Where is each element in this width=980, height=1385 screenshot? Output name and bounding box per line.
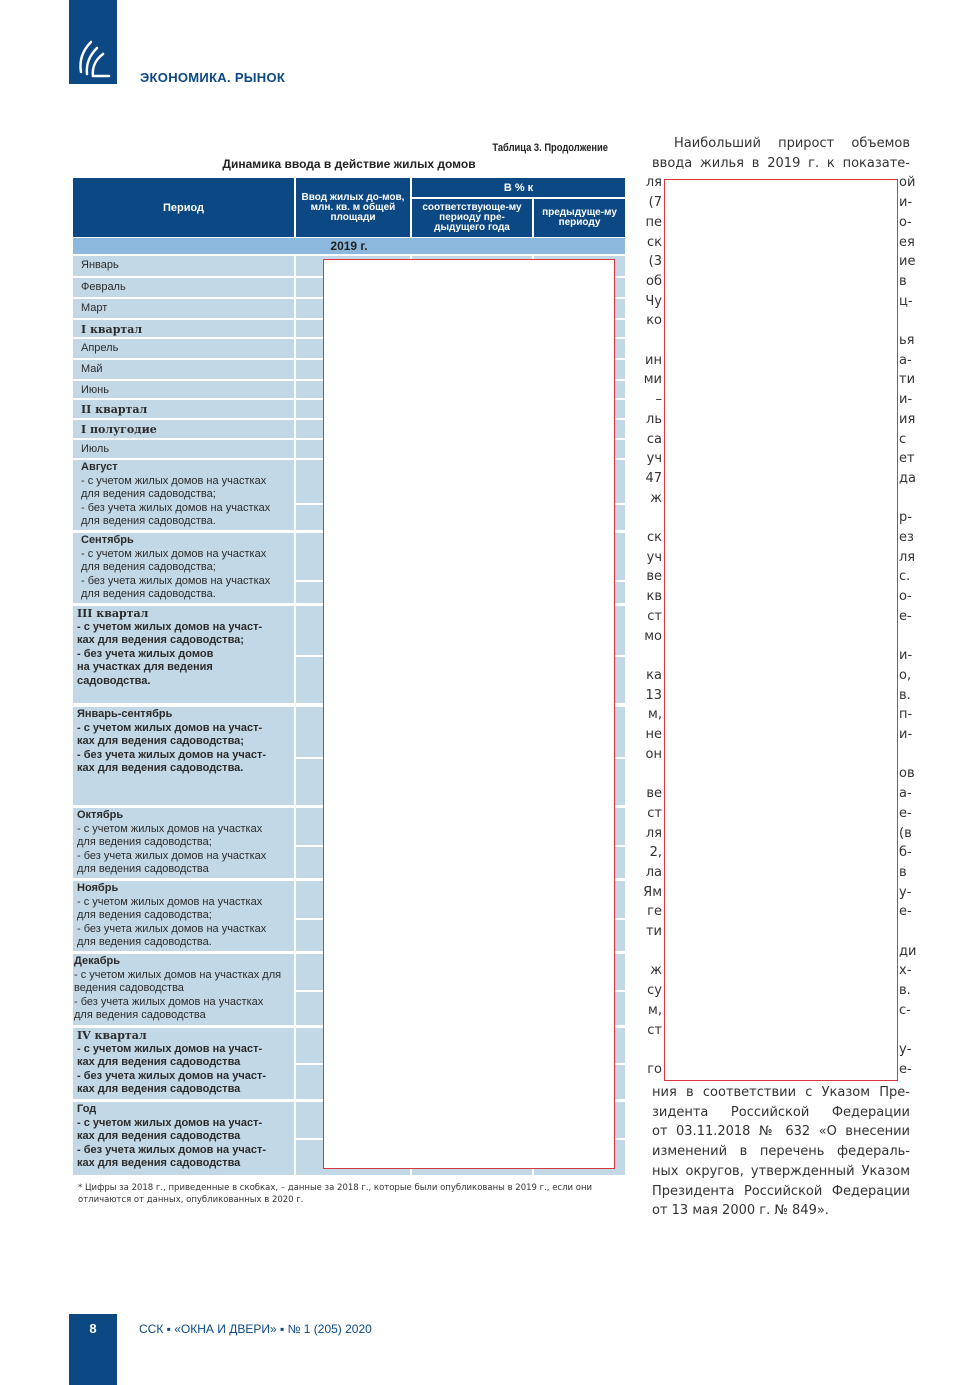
- text-fragment-left: ге: [647, 904, 662, 920]
- text-fragment-right: ья: [899, 333, 915, 348]
- text-fragment-left: ж: [650, 490, 662, 506]
- text-fragment-left: он: [645, 746, 662, 762]
- text-fragment-right: с: [899, 431, 907, 447]
- text-fragment-right: ия: [899, 411, 916, 427]
- row-title: Декабрь: [74, 955, 120, 967]
- row-title: Июнь: [81, 384, 109, 396]
- row-label: [77, 1103, 266, 1171]
- row-title: Ноябрь: [77, 882, 119, 894]
- row-subline: для ведения садоводства;: [77, 836, 212, 849]
- row-label: [77, 809, 266, 877]
- text-fragment-left: су: [647, 983, 662, 999]
- row-subline: на участках для ведения: [77, 661, 213, 674]
- text-fragment-right: с.: [899, 569, 911, 585]
- text-fragment-right: ез: [899, 530, 914, 545]
- row-subline: ках для ведения садоводства: [77, 1130, 241, 1143]
- row-title: Сентябрь: [81, 534, 134, 546]
- row-subline: - с учетом жилых домов на участках для: [74, 968, 282, 981]
- row-title: III квартал: [77, 607, 149, 620]
- row-label: [77, 708, 266, 776]
- text-fragment-left: [620, 1040, 662, 1060]
- row-subline: - с учетом жилых домов на участках: [81, 474, 267, 487]
- row-subline: для ведения садоводства: [77, 863, 209, 876]
- text-line: ных округов, утвержденный Указом: [652, 1163, 910, 1179]
- text-fragment-right: ти: [899, 372, 916, 388]
- row-subline: ведения садоводства: [74, 982, 184, 995]
- text-fragment-right: и-: [899, 727, 913, 742]
- text-fragment-left: [620, 508, 662, 528]
- text-fragment-left: (7: [648, 195, 662, 211]
- row-subline: для ведения садоводства.: [81, 588, 216, 601]
- text-fragment-right: а-: [899, 786, 912, 802]
- text-line: Наибольший прирост объемов: [674, 136, 910, 151]
- logo-icon: [69, 0, 117, 84]
- text-fragment-right: о-: [899, 589, 912, 605]
- row-title: Год: [77, 1103, 97, 1115]
- text-fragment-right: (в: [899, 825, 912, 841]
- row-title: Январь-сентябрь: [77, 708, 173, 720]
- text-fragment-right: ля: [899, 549, 916, 565]
- text-fragment-left: ж: [650, 963, 662, 979]
- row-subline: - с учетом жилых домов на участ-: [77, 620, 263, 633]
- text-line: изменений в перечень федераль-: [652, 1144, 910, 1160]
- text-fragment-right: х-: [899, 963, 912, 979]
- text-fragment-left: (3: [648, 254, 662, 270]
- row-title: Октябрь: [77, 809, 124, 821]
- row-subline: ках для ведения садоводства;: [77, 634, 244, 647]
- row-subline: садоводства.: [77, 674, 151, 687]
- publication-info: ССК ▪ «ОКНА И ДВЕРИ» ▪ № 1 (205) 2020: [139, 1322, 372, 1336]
- row-title: II квартал: [81, 403, 148, 416]
- text-fragment-right: ов: [899, 766, 915, 782]
- text-fragment-left: ск: [647, 234, 662, 250]
- text-fragment-left: са: [646, 431, 662, 447]
- text-fragment-right: ие: [899, 254, 916, 270]
- redaction-box: [323, 259, 615, 1169]
- row-subline: для ведения садоводства: [74, 1009, 206, 1022]
- text-fragment-right: в: [899, 273, 907, 289]
- text-line: от 13 мая 2000 г. № 849».: [652, 1203, 829, 1219]
- text-fragment-left: пе: [645, 214, 662, 230]
- row-label: [81, 534, 270, 602]
- text-fragment-left: ин: [645, 352, 662, 368]
- header-input: Ввод жилых до-мов, млн. кв. м общей площади: [296, 178, 410, 237]
- text-fragment-right: ой: [899, 175, 916, 191]
- text-fragment-left: ск: [647, 530, 662, 545]
- text-fragment-left: ст: [647, 805, 662, 821]
- text-fragment-left: ст: [647, 608, 662, 624]
- text-fragment-left: об: [646, 273, 662, 289]
- text-fragment-left: 2,: [649, 845, 662, 861]
- text-fragment-left: [620, 764, 662, 784]
- text-fragment-left: го: [647, 1061, 662, 1077]
- text-fragment-right: ея: [899, 234, 915, 250]
- row-label: [81, 342, 118, 356]
- section-title: ЭКОНОМИКА. РЫНОК: [140, 70, 286, 85]
- row-label: [81, 461, 270, 529]
- text-fragment-left: мо: [644, 628, 662, 644]
- text-fragment-left: Чу: [645, 293, 662, 309]
- text-fragment-left: ко: [646, 313, 662, 329]
- row-subline: для ведения садоводства.: [77, 936, 212, 949]
- row-subline: - без учета жилых домов на участках: [77, 849, 267, 862]
- row-label: [81, 302, 107, 316]
- text-fragment-left: ля: [645, 825, 662, 841]
- row-title: Май: [81, 363, 103, 375]
- row-subline: - с учетом жилых домов на участ-: [77, 1042, 263, 1055]
- text-fragment-right: а-: [899, 352, 912, 368]
- text-fragment-right: е-: [899, 608, 912, 624]
- text-fragment-right: в.: [899, 687, 911, 703]
- header-percent-group: В % к: [412, 178, 625, 197]
- text-fragment-right: е-: [899, 1061, 912, 1077]
- row-title: I полугодие: [81, 423, 157, 436]
- row-subline: - с учетом жилых домов на участ-: [77, 1116, 263, 1129]
- header-previous-period: предыдуще-му периоду: [534, 199, 625, 237]
- text-fragment-left: уч: [646, 451, 662, 467]
- row-title: Март: [81, 302, 108, 314]
- text-fragment-left: ль: [646, 411, 662, 427]
- row-title: IV квартал: [77, 1029, 147, 1042]
- text-fragment-left: ми: [643, 372, 662, 388]
- text-fragment-left: ля: [645, 175, 662, 191]
- text-fragment-left: 47: [645, 470, 662, 486]
- row-label: [81, 323, 142, 337]
- text-fragment-left: м,: [648, 707, 662, 723]
- row-subline: ках для ведения садоводства: [77, 1157, 241, 1170]
- text-fragment-right: ц-: [899, 293, 913, 309]
- row-subline: - с учетом жилых домов на участ-: [77, 721, 263, 734]
- text-fragment-left: ве: [646, 786, 662, 802]
- text-fragment-left: ка: [646, 667, 662, 683]
- text-fragment-left: ст: [647, 1022, 662, 1038]
- row-subline: - без учета жилых домов: [77, 647, 214, 660]
- row-label: [81, 423, 157, 437]
- text-fragment-right: и-: [899, 195, 913, 211]
- text-fragment-left: ве: [646, 569, 662, 585]
- text-fragment-left: [620, 331, 662, 351]
- text-fragment-left: [620, 646, 662, 666]
- page-number: 8: [89, 1321, 97, 1336]
- text-fragment-right: о,: [899, 667, 912, 683]
- text-fragment-right: в: [899, 864, 907, 880]
- text-fragment-right: с-: [899, 1002, 911, 1018]
- row-label: [77, 1029, 266, 1097]
- row-label: [77, 882, 266, 950]
- text-fragment-right: у-: [899, 1042, 912, 1058]
- year-row: 2019 г.: [73, 238, 625, 254]
- text-fragment-left: м,: [648, 1002, 662, 1018]
- row-subline: для ведения садоводства.: [81, 515, 216, 528]
- header-same-period: соответствующе-му периоду пре-дыдущего года: [412, 199, 532, 237]
- text-fragment-right: да: [899, 470, 916, 486]
- text-fragment-left: [620, 942, 662, 962]
- text-line: зидента Российской Федерации: [652, 1104, 910, 1120]
- table-footnote: * Цифры за 2018 г., приведенные в скобках, – данные за 2018 г., которые были опубликованы в 2019 г., если они отличаются от данных, опубликованных в 2020 г.: [78, 1183, 593, 1205]
- row-title: Апрель: [81, 342, 119, 354]
- text-fragment-left: –: [655, 392, 662, 408]
- text-fragment-left: кв: [646, 589, 662, 605]
- row-subline: для ведения садоводства;: [81, 561, 216, 574]
- text-fragment-right: е-: [899, 904, 912, 920]
- row-subline: - с учетом жилых домов на участках: [77, 895, 263, 908]
- text-fragment-right: и-: [899, 648, 913, 664]
- text-fragment-right: е-: [899, 805, 912, 821]
- row-title: Август: [81, 461, 118, 473]
- row-label: [77, 607, 262, 689]
- row-subline: ках для ведения садоводства: [77, 1083, 241, 1096]
- text-fragment-left: не: [645, 727, 662, 742]
- text-fragment-left: ла: [645, 864, 662, 880]
- text-fragment-left: 13: [645, 687, 662, 703]
- row-label: [81, 443, 109, 457]
- row-subline: - без учета жилых домов на участках: [81, 501, 271, 514]
- table-title: Динамика ввода в действие жилых домов: [222, 157, 476, 171]
- text-fragment-right: б-: [899, 845, 912, 861]
- text-fragment-right: ет: [899, 451, 915, 467]
- row-subline: - без учета жилых домов на участ-: [77, 748, 267, 761]
- text-line: Президента Российской Федерации: [652, 1183, 910, 1199]
- row-subline: - без учета жилых домов на участках: [81, 574, 271, 587]
- text-fragment-left: ти: [645, 924, 662, 939]
- row-subline: ках для ведения садоводства.: [77, 762, 244, 775]
- text-fragment-left: уч: [646, 549, 662, 565]
- row-label: [81, 363, 103, 377]
- text-fragment-right: п-: [899, 707, 913, 723]
- row-label: [81, 384, 109, 398]
- row-subline: - без учета жилых домов на участ-: [77, 1143, 267, 1156]
- text-line: ввода жилья в 2019 г. к показате-: [652, 155, 910, 171]
- row-title: I квартал: [81, 323, 143, 336]
- row-label: [81, 281, 126, 295]
- header-period: Период: [73, 178, 294, 237]
- row-label: [81, 259, 119, 273]
- row-subline: для ведения садоводства;: [81, 488, 216, 501]
- text-fragment-right: в.: [899, 983, 911, 999]
- text-fragment-right: у-: [899, 884, 912, 900]
- logo-block: [69, 0, 117, 84]
- text-line: ния в соответствии с Указом Пре-: [652, 1085, 910, 1100]
- text-fragment-right: р-: [899, 510, 912, 526]
- row-subline: ках для ведения садоводства;: [77, 735, 244, 748]
- text-fragment-right: о-: [899, 214, 912, 230]
- row-title: Январь: [81, 259, 119, 271]
- row-subline: - без учета жилых домов на участках: [74, 995, 264, 1008]
- text-fragment-right: ди: [899, 943, 917, 959]
- row-subline: для ведения садоводства;: [77, 909, 212, 922]
- row-title: Июль: [81, 443, 110, 455]
- text-fragment-left: Ям: [643, 884, 662, 900]
- text-fragment-right: и-: [899, 392, 913, 408]
- table-row: [73, 360, 294, 379]
- row-subline: ках для ведения садоводства: [77, 1056, 241, 1069]
- row-label: [74, 955, 281, 1023]
- row-subline: - без учета жилых домов на участках: [77, 922, 267, 935]
- text-line: от 03.11.2018 № 632 «О внесении: [652, 1124, 910, 1140]
- redaction-box: [664, 179, 898, 1081]
- table-caption: Таблица 3. Продолжение: [492, 142, 608, 154]
- row-label: [81, 403, 147, 417]
- row-subline: - с учетом жилых домов на участках: [77, 822, 263, 835]
- row-subline: - без учета жилых домов на участ-: [77, 1069, 267, 1082]
- row-subline: - с учетом жилых домов на участках: [81, 547, 267, 560]
- row-title: Февраль: [81, 281, 126, 293]
